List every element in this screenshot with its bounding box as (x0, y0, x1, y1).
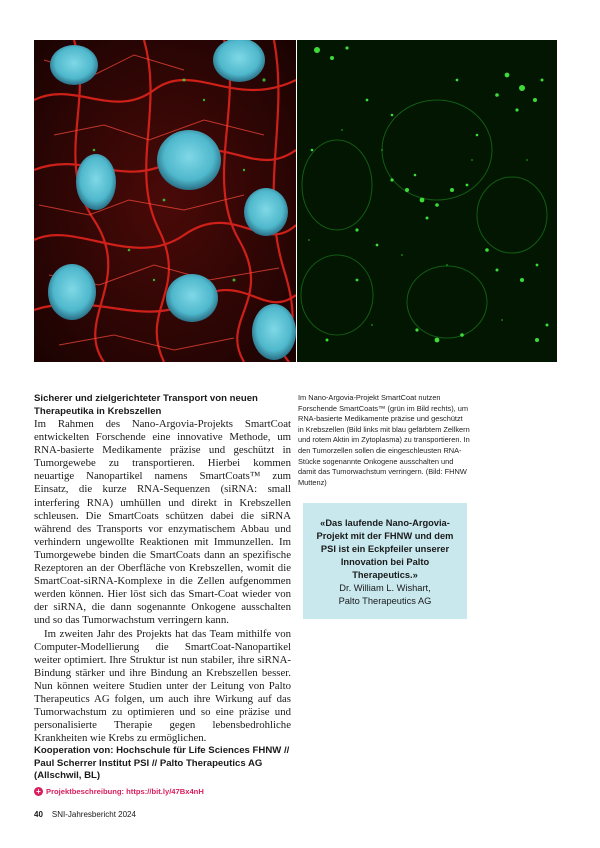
smartcoat-fluorescence-image (297, 40, 557, 362)
plus-circle-icon: + (34, 787, 43, 796)
article-column (34, 393, 291, 796)
project-link-text[interactable]: Projektbeschreibung: https://bit.ly/47Bx4nH (46, 786, 204, 796)
project-link[interactable] (34, 787, 291, 796)
page-number: 40 (34, 810, 43, 819)
cells-actin-nuclei-image (34, 40, 296, 362)
publication-title: SNI-Jahresbericht 2024 (51, 810, 136, 819)
caption-column (298, 393, 470, 488)
quote-author: Dr. William L. Wishart, (339, 583, 431, 593)
image-caption: Im Nano-Argovia-Projekt SmartCoat nutzen Forschende SmartCoats™ (grün im Bild rechts), um RNA-basierte Medikamente präzise und geschützt in Krebszellen (Bild links mit blau gefärbtem Zellkern und rotem Aktin im Zytoplasma) zu transportieren. In den Tumorzellen sollen die eingeschleusten RNA-Stücke sogenannte Onkogene ausschalten und damit das Tumorwachstum verringern. (Bild: FHNW Muttenz) (298, 393, 470, 487)
quote-company: Palto Therapeutics AG (338, 596, 432, 606)
microscopy-image-right (297, 40, 557, 362)
page-footer (34, 810, 136, 819)
article-paragraph-2: Im zweiten Jahr des Projekts hat das Team mithilfe von Computer-Modellierung die SmartCoat-Nanopartikel weiter optimiert. Ihre Struktur ist nun stabiler, ihre siRNA-Bindung stärker und ihre Bindung an Krebszellen besser. Nun können weitere Studien unter der Leitung von Palto Therapeutics AG folgen, um auch ihre Wirkung auf das Tumorwachstum zu optimieren und so eine präzise und personalisierte Therapie gegen lebensbedrohliche Krankheiten wie Krebs zu ermöglichen. (34, 627, 291, 745)
article-paragraph-1: Im Rahmen des Nano-Argovia-Projekts SmartCoat entwickelten Forschende eine innovative Methode, um RNA-basierte Medikamente präzise und geschützt in Tumorgewebe zu transportieren. Hierbei kommen neuartige Nanopartikel namens SmartCoats™ zum Einsatz, die kurze RNA-Sequenzen (siRNA: small interfering RNA) umhüllen und direkt in Krebszellen schleusen. Die SmartCoats schützen dabei die siRNA während des Transports vor enzymatischem Abbau und verhindern ungewollte Reaktionen mit Immunzellen. Im Tumorgewebe binden die SmartCoats dann an spezifische Rezeptoren an der Oberfläche von Krebszellen, womit die SmartCoat-siRNA-Komplexe in die Zellen aufgenommen werden können. Hier löst sich das Smart-Coat wieder von der siRNA, die dann sogenannte Onkogene ausschalten und so das Tumorwachstum verringern kann. (34, 418, 291, 627)
quote-text: «Das laufende Nano-Argovia-Projekt mit der FHNW und dem PSI ist ein Eckpfeiler unserer Innovation bei Palto Therapeutics.» (316, 518, 454, 580)
cooperation-partners: Kooperation von: Hochschule für Life Sciences FHNW // Paul Scherrer Institut PSI // Palto Therapeutics AG (Allschwil, BL) (34, 745, 290, 782)
article-headline: Sicherer und zielgerichteter Transport von neuen Therapeutika in Krebszellen (34, 393, 258, 417)
microscopy-image-left (34, 40, 296, 362)
quote-box (303, 503, 467, 619)
